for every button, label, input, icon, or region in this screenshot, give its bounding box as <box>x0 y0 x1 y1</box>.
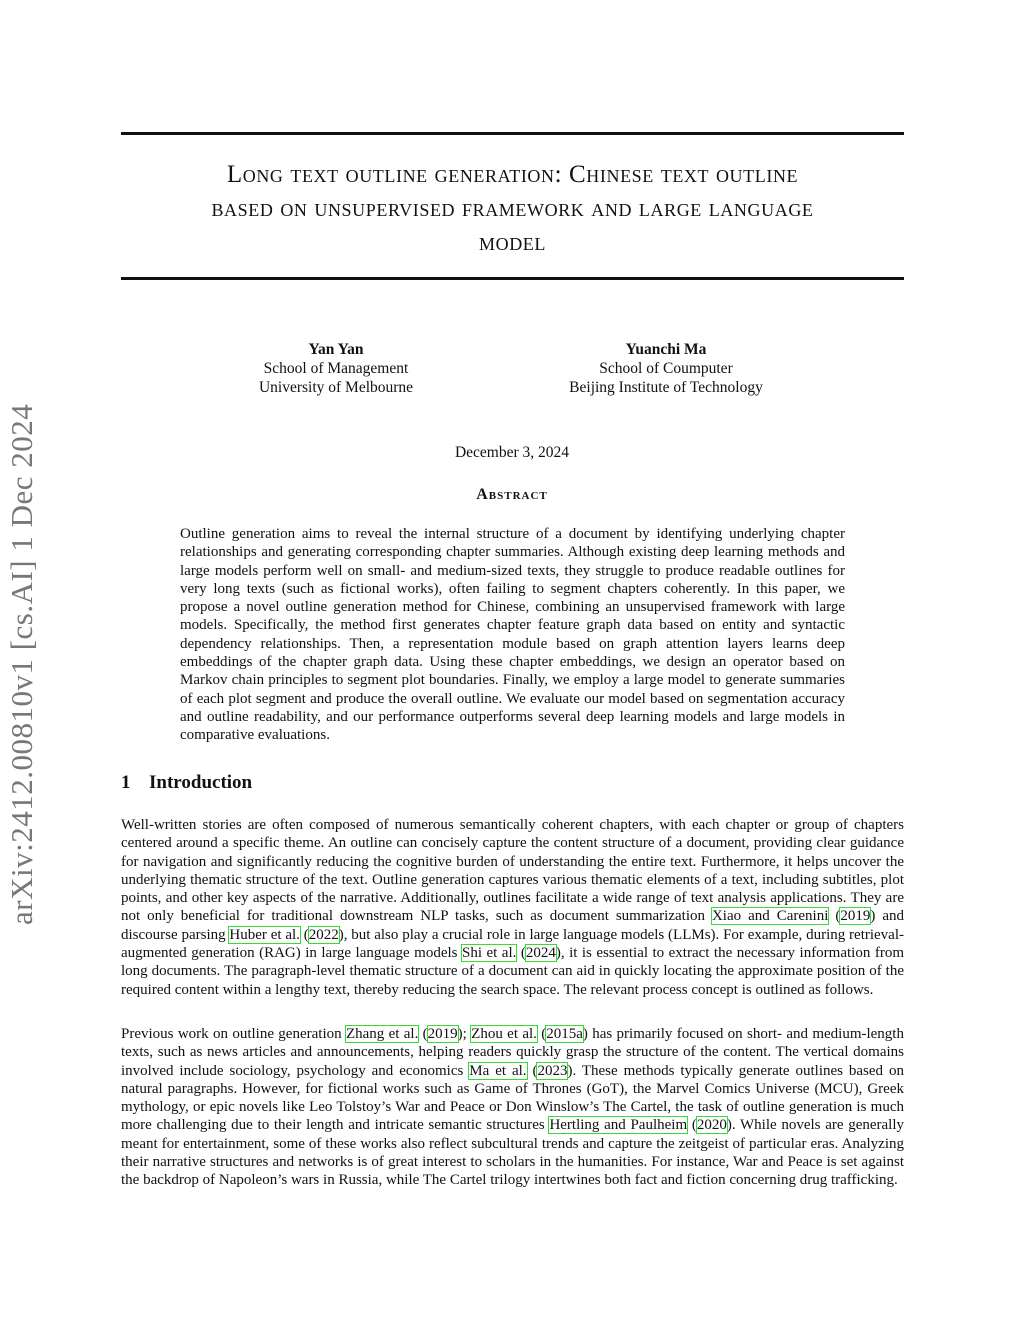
author-affiliation: University of Melbourne <box>258 379 414 396</box>
title-line-2: based on unsupervised framework and large language <box>211 195 814 222</box>
paragraph-text: ); <box>457 1026 472 1042</box>
citation-link-hertling-paulheim[interactable]: Hertling and Paulheim <box>549 1117 688 1134</box>
paragraph-text: ), but also play a crucial role in large language models (LLMs). For example, during retrieval-augmented generation (RAG) in large language models <box>121 926 905 962</box>
paper-date: December 3, 2024 <box>454 444 570 461</box>
paragraph-text: ) has primarily focused on short- and medium-length texts, such as news articles and announcements, helping readers quickly grasp the structure of the content. The vertical domains involved include sociology, psychology and economics <box>121 1026 904 1079</box>
citation-year-link[interactable]: 2019 <box>427 1026 458 1042</box>
citation-link-shi[interactable]: Shi et al. <box>461 945 517 962</box>
paragraph-text: ). These methods typically generate outlines based on natural paragraphs. However, for fictional works such as Game of Thrones (GoT), the Marvel Comics Universe (MCU), Greek mythology, or epic novels like Leo Tolstoy’s War and Peace or Don Winslow’s The Cartel, the task of outline generation is much more challenging due to their length and intricate semantic structures <box>121 1062 904 1134</box>
author-name: Yuanchi Ma <box>625 341 707 358</box>
paragraph-text: Well-written stories are often composed of numerous semantically coherent chapters, with each chapter or group of chapters centered around a specific theme. An outline can concisely capture the content structure of a document, providing clear guidance for navigation and significantly reducing the cognitive burden of understanding the entire text. Furthermore, it helps uncover the underlying thematic structure of the text. Outline generation captures various thematic elements of a text, including subtitles, plot points, and other key aspects of the narrative. Additionally, outlines facilitate a wide range of text analysis applications. They are not only beneficial for traditional downstream NLP tasks, such as document summarization <box>121 817 904 925</box>
citation-year-link[interactable]: 2019 <box>840 908 871 925</box>
paragraph-text: ( <box>536 1026 547 1042</box>
section-heading-introduction <box>121 772 252 794</box>
paragraph-text: ). While novels are generally meant for entertainment, some of these works also reflect subcultural trends and capture the zeitgeist of particular eras. Analyzing their narrative structures and networks is of great interest to scholars in the humanities. For instance, War and Peace is set against the backdrop of Napoleon’s wars in Russia, while The Cartel trilogy intertwines both fact and fiction concerning drug trafficking. <box>121 1117 904 1189</box>
title-bottom-rule <box>121 277 904 280</box>
paragraph-text: ( <box>687 1117 697 1134</box>
abstract-heading: Abstract <box>476 486 548 503</box>
paper-title <box>121 158 904 260</box>
title-top-rule <box>121 132 904 135</box>
paragraph-text: ( <box>418 1026 428 1042</box>
paragraph-text: ), it is essential to extract the necessary information from long documents. The paragraph-level thematic structure of a document can aid in quickly locating the approximate position of the required content within a lengthy text, thereby reducing the search space. The relevant process concept is outlined as follows. <box>121 945 904 998</box>
paragraph-text: ( <box>516 945 526 962</box>
paragraph-text: Previous work on outline generation <box>121 1026 346 1042</box>
paragraph-text: ) and discourse parsing <box>121 908 905 943</box>
author-department: School of Coumputer <box>599 360 733 377</box>
arxiv-sidebar-stamp: arXiv:2412.00810v1 [cs.AI] 1 Dec 2024 <box>4 403 39 925</box>
citation-link-ma[interactable]: Ma et al. <box>469 1062 527 1079</box>
abstract-text: Outline generation aims to reveal the internal structure of a document by identifying underlying chapter relationships and generating corresponding chapter summaries. Although existing deep learning methods and large models perform well on small- and medium-sized texts, they struggle to produce readable outlines for very long texts (such as fictional works), often failing to segment chapters coherently. In this paper, we propose a novel outline generation method for Chinese, combining an unsupervised framework with large models. Specifically, the method first generates chapter feature graph data based on entity and syntactic dependency relationships. Then, a representation module based on graph attention layers learns deep embeddings of the chapter graph data. Using these chapter embeddings, we design an operator based on Markov chain principles to segment plot boundaries. Finally, we employ a large model to generate summaries of each plot segment and produce the overall outline. We evaluate our model based on segmentation accuracy and outline readability, and our performance outperforms several deep learning models and large models in comparative evaluations. <box>180 526 845 744</box>
citation-year-link[interactable]: 2022 <box>308 926 339 943</box>
citation-year-link[interactable]: 2023 <box>537 1062 568 1079</box>
citation-year-link[interactable]: 2015a <box>546 1026 583 1042</box>
author-block-2 <box>546 340 786 397</box>
paragraph-text: ( <box>299 926 309 943</box>
section-number: 1 <box>121 772 131 793</box>
citation-link-zhang[interactable]: Zhang et al. <box>345 1026 419 1042</box>
paragraph-text: ( <box>828 908 841 925</box>
author-affiliation: Beijing Institute of Technology <box>569 379 763 396</box>
citation-year-link[interactable]: 2024 <box>525 945 556 962</box>
author-department: School of Management <box>263 360 409 377</box>
section-title: Introduction <box>149 772 253 793</box>
author-block-1 <box>236 340 436 397</box>
paragraph-text: ( <box>526 1062 538 1079</box>
title-line-1: Long text outline generation: Chinese text outline <box>226 161 799 188</box>
citation-link-zhou[interactable]: Zhou et al. <box>471 1026 537 1042</box>
title-line-3: model <box>479 229 546 256</box>
citation-link-xiao-carenini[interactable]: Xiao and Carenini <box>711 908 829 925</box>
author-name: Yan Yan <box>308 341 364 358</box>
citation-year-link[interactable]: 2020 <box>696 1117 727 1134</box>
intro-paragraph-1 <box>121 816 904 999</box>
intro-paragraph-2 <box>121 1025 904 1190</box>
citation-link-huber[interactable]: Huber et al. <box>229 926 300 943</box>
